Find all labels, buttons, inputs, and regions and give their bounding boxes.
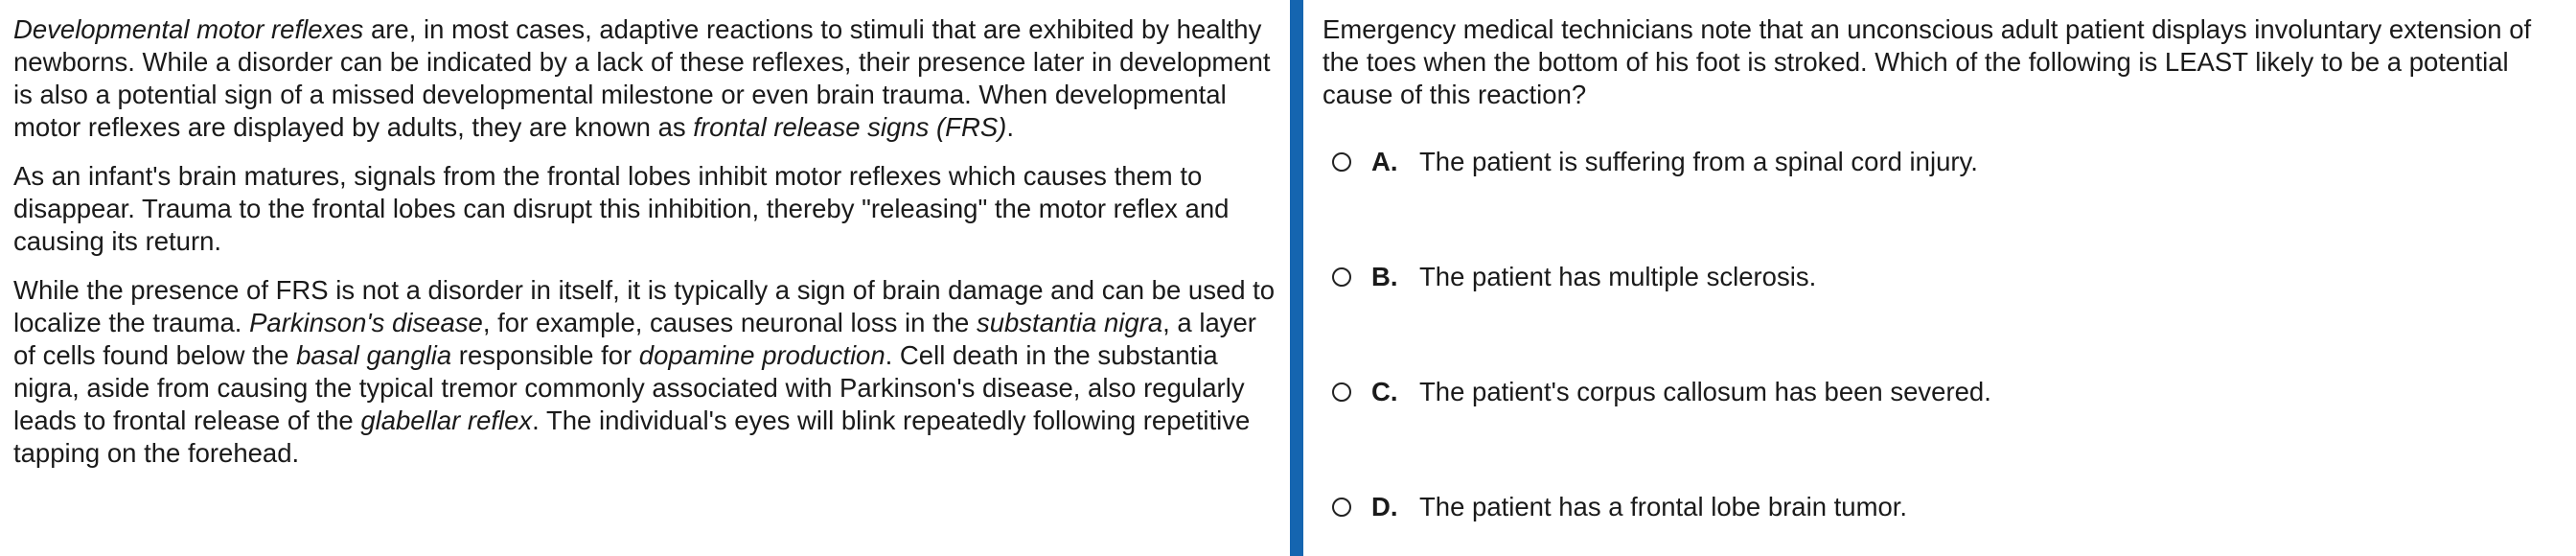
term-developmental-motor-reflexes: Developmental motor reflexes — [13, 14, 364, 44]
answer-choice-d[interactable] — [1322, 491, 2568, 523]
term-substantia-nigra: substantia nigra — [976, 308, 1163, 337]
radio-button-icon[interactable] — [1332, 267, 1351, 287]
choice-letter: D. — [1371, 492, 1398, 521]
radio-button-icon[interactable] — [1332, 498, 1351, 517]
panel-divider[interactable] — [1290, 0, 1303, 556]
passage-paragraph-1: Developmental motor reflexes are, in most cases, adaptive reactions to stimuli that are exhibited by healthy newborns. While a disorder can be indicated by a lack of these reflexes, their presence later in development is also a potential sign of a missed developmental milestone or even brain trauma. When developmental motor reflexes are displayed by adults, they are known as frontal release signs (FRS). — [13, 14, 1271, 142]
term-basal-ganglia: basal ganglia — [296, 340, 452, 370]
term-frontal-release-signs: frontal release signs (FRS) — [693, 112, 1007, 142]
choice-text: The patient has a frontal lobe brain tumor. — [1419, 492, 1908, 521]
choice-text: The patient is suffering from a spinal cord injury. — [1419, 147, 1978, 176]
question-panel — [1322, 13, 2568, 556]
choice-letter: A. — [1371, 147, 1398, 176]
reading-passage — [13, 13, 1278, 486]
answer-choices — [1322, 146, 2568, 523]
answer-choice-a[interactable] — [1322, 146, 2568, 178]
answer-choice-c[interactable] — [1322, 376, 2568, 408]
radio-button-icon[interactable] — [1332, 382, 1351, 402]
term-dopamine-production: dopamine production — [638, 340, 886, 370]
term-glabellar-reflex: glabellar reflex — [360, 405, 533, 435]
passage-paragraph-2: As an infant's brain matures, signals from the frontal lobes inhibit motor reflexes which causes them to disappear. Trauma to the frontal lobes can disrupt this inhibition, thereby "releasing" the motor reflex and causing its return. — [13, 161, 1230, 256]
answer-choice-b[interactable] — [1322, 261, 2568, 293]
question-stem: Emergency medical technicians note that an unconscious adult patient displays involuntary extension of the toes when the bottom of his foot is stroked. Which of the following is LEAST likely to be a potential cause of this reaction? — [1322, 14, 2532, 109]
choice-text: The patient has multiple sclerosis. — [1419, 262, 1817, 291]
choice-letter: B. — [1371, 262, 1398, 291]
passage-paragraph-3: While the presence of FRS is not a disorder in itself, it is typically a sign of brain damage and can be used to localize the trauma. Parkinson's disease, for example, causes neuronal loss in the substantia nigra, a layer of cells found below the basal ganglia responsible for dopamine production. Cell death in the substantia nigra, aside from causing the typical tremor commonly associated with Parkinson's disease, also regularly leads to frontal release of the glabellar reflex. The individual's eyes will blink repeatedly following repetitive tapping on the forehead. — [13, 275, 1276, 468]
radio-button-icon[interactable] — [1332, 152, 1351, 172]
choice-letter: C. — [1371, 377, 1398, 406]
choice-text: The patient's corpus callosum has been severed. — [1419, 377, 1991, 406]
term-parkinsons-disease: Parkinson's disease — [249, 308, 483, 337]
